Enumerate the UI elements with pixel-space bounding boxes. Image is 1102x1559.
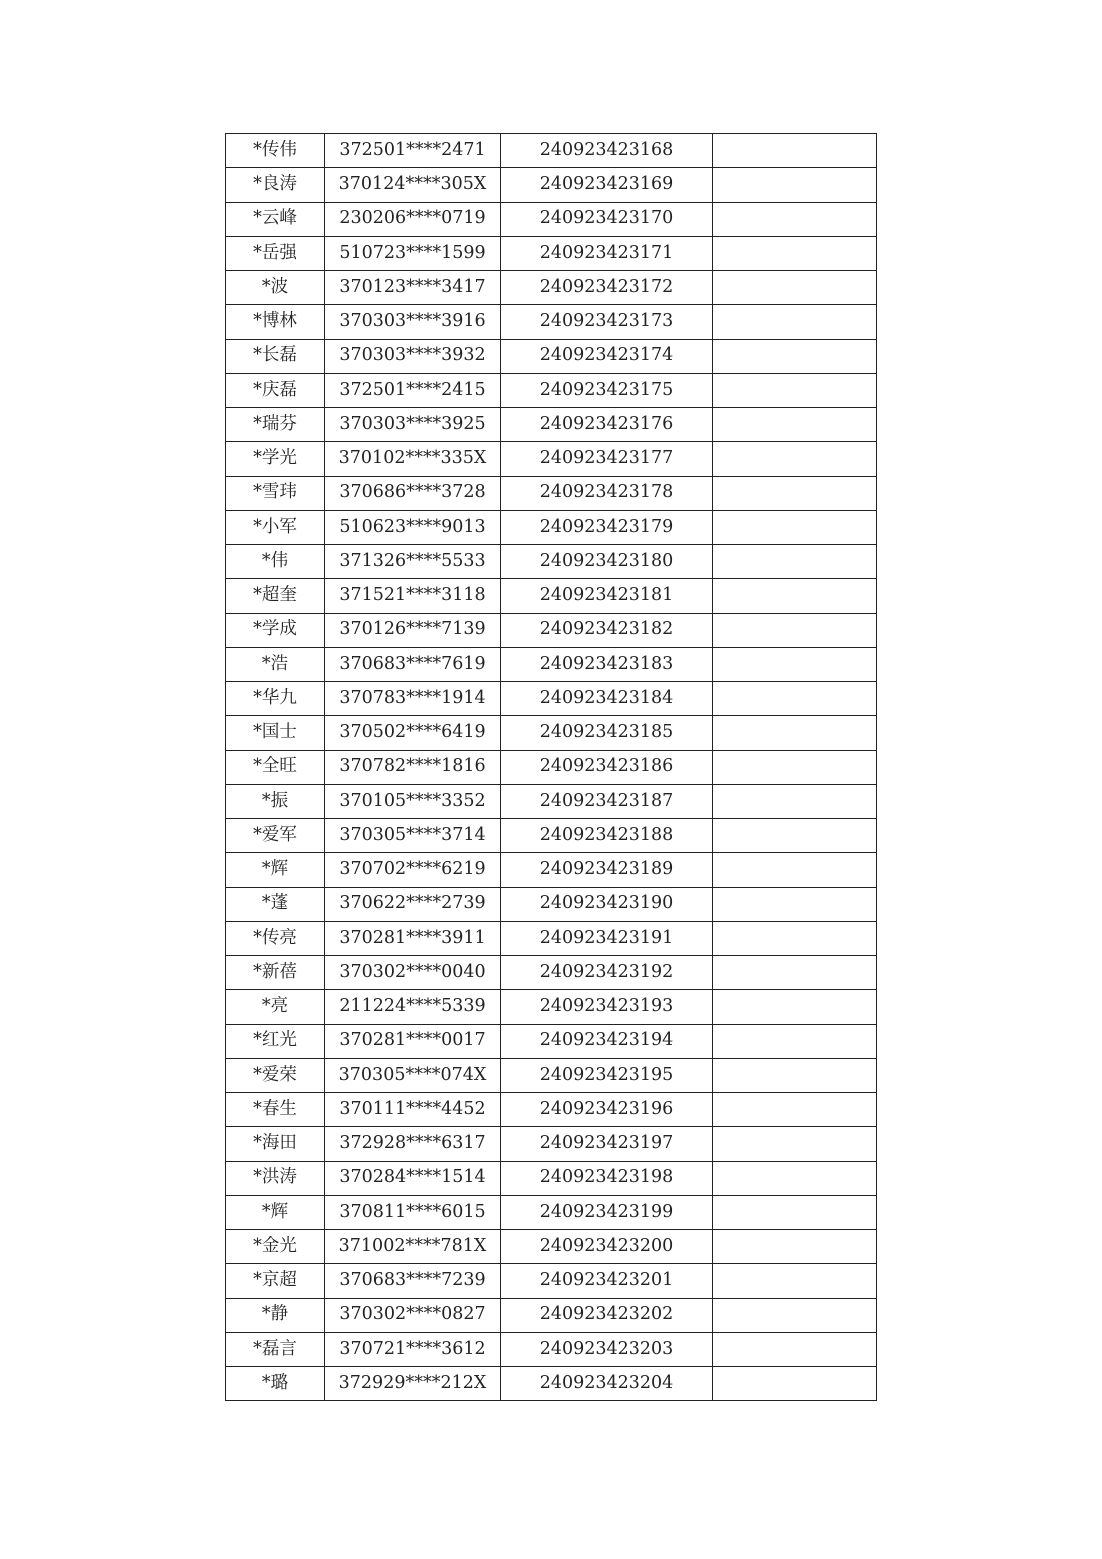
note-cell [713, 1332, 877, 1366]
table-row [226, 339, 877, 373]
note-cell [713, 1230, 877, 1264]
id-number-cell: 370721****3612 [325, 1332, 501, 1366]
name-cell: *全旺 [226, 750, 325, 784]
note-cell [713, 1298, 877, 1332]
note-cell [713, 1161, 877, 1195]
table-row [226, 1332, 877, 1366]
note-cell [713, 202, 877, 236]
exam-number-cell: 240923423190 [501, 887, 713, 921]
note-cell [713, 682, 877, 716]
name-cell: *学光 [226, 442, 325, 476]
name-cell: *雪玮 [226, 476, 325, 510]
records-table [225, 133, 877, 1401]
table-row [226, 1127, 877, 1161]
table-row [226, 784, 877, 818]
id-number-cell: 211224****5339 [325, 990, 501, 1024]
id-number-cell: 370702****6219 [325, 853, 501, 887]
note-cell [713, 236, 877, 270]
note-cell [713, 853, 877, 887]
name-cell: *浩 [226, 647, 325, 681]
table-row [226, 510, 877, 544]
id-number-cell: 370303****3916 [325, 305, 501, 339]
table-row [226, 373, 877, 407]
id-number-cell: 371002****781X [325, 1230, 501, 1264]
exam-number-cell: 240923423187 [501, 784, 713, 818]
name-cell: *国士 [226, 716, 325, 750]
id-number-cell: 370303****3932 [325, 339, 501, 373]
name-cell: *蓬 [226, 887, 325, 921]
exam-number-cell: 240923423191 [501, 921, 713, 955]
id-number-cell: 370782****1816 [325, 750, 501, 784]
note-cell [713, 134, 877, 168]
name-cell: *爱荣 [226, 1058, 325, 1092]
name-cell: *超奎 [226, 579, 325, 613]
table-row [226, 168, 877, 202]
table-row [226, 1230, 877, 1264]
note-cell [713, 647, 877, 681]
note-cell [713, 373, 877, 407]
exam-number-cell: 240923423202 [501, 1298, 713, 1332]
id-number-cell: 371326****5533 [325, 545, 501, 579]
exam-number-cell: 240923423182 [501, 613, 713, 647]
name-cell: *辉 [226, 853, 325, 887]
id-number-cell: 230206****0719 [325, 202, 501, 236]
exam-number-cell: 240923423186 [501, 750, 713, 784]
table-row [226, 545, 877, 579]
table-row [226, 1367, 877, 1401]
name-cell: *博林 [226, 305, 325, 339]
exam-number-cell: 240923423189 [501, 853, 713, 887]
exam-number-cell: 240923423194 [501, 1024, 713, 1058]
name-cell: *庆磊 [226, 373, 325, 407]
exam-number-cell: 240923423183 [501, 647, 713, 681]
exam-number-cell: 240923423173 [501, 305, 713, 339]
exam-number-cell: 240923423200 [501, 1230, 713, 1264]
name-cell: *良涛 [226, 168, 325, 202]
note-cell [713, 339, 877, 373]
exam-number-cell: 240923423171 [501, 236, 713, 270]
id-number-cell: 370622****2739 [325, 887, 501, 921]
id-number-cell: 372501****2471 [325, 134, 501, 168]
name-cell: *洪涛 [226, 1161, 325, 1195]
id-number-cell: 370102****335X [325, 442, 501, 476]
note-cell [713, 1367, 877, 1401]
exam-number-cell: 240923423168 [501, 134, 713, 168]
note-cell [713, 990, 877, 1024]
id-number-cell: 370105****3352 [325, 784, 501, 818]
id-number-cell: 370302****0827 [325, 1298, 501, 1332]
id-number-cell: 370686****3728 [325, 476, 501, 510]
table-row [226, 750, 877, 784]
name-cell: *振 [226, 784, 325, 818]
id-number-cell: 371521****3118 [325, 579, 501, 613]
id-number-cell: 372928****6317 [325, 1127, 501, 1161]
note-cell [713, 887, 877, 921]
table-row [226, 1024, 877, 1058]
note-cell [713, 1058, 877, 1092]
name-cell: *波 [226, 271, 325, 305]
id-number-cell: 370305****3714 [325, 819, 501, 853]
exam-number-cell: 240923423201 [501, 1264, 713, 1298]
name-cell: *瑞芬 [226, 408, 325, 442]
name-cell: *亮 [226, 990, 325, 1024]
note-cell [713, 956, 877, 990]
table-row [226, 271, 877, 305]
name-cell: *璐 [226, 1367, 325, 1401]
exam-number-cell: 240923423175 [501, 373, 713, 407]
table-row [226, 716, 877, 750]
exam-number-cell: 240923423169 [501, 168, 713, 202]
note-cell [713, 1127, 877, 1161]
exam-number-cell: 240923423196 [501, 1093, 713, 1127]
table-row [226, 408, 877, 442]
name-cell: *磊言 [226, 1332, 325, 1366]
note-cell [713, 819, 877, 853]
table-row [226, 613, 877, 647]
id-number-cell: 372501****2415 [325, 373, 501, 407]
note-cell [713, 921, 877, 955]
exam-number-cell: 240923423178 [501, 476, 713, 510]
id-number-cell: 370302****0040 [325, 956, 501, 990]
note-cell [713, 750, 877, 784]
table-row [226, 990, 877, 1024]
note-cell [713, 510, 877, 544]
id-number-cell: 370683****7619 [325, 647, 501, 681]
table-row [226, 579, 877, 613]
name-cell: *京超 [226, 1264, 325, 1298]
name-cell: *云峰 [226, 202, 325, 236]
exam-number-cell: 240923423195 [501, 1058, 713, 1092]
exam-number-cell: 240923423203 [501, 1332, 713, 1366]
exam-number-cell: 240923423176 [501, 408, 713, 442]
table-row [226, 1093, 877, 1127]
name-cell: *爱军 [226, 819, 325, 853]
table-row [226, 1058, 877, 1092]
id-number-cell: 370281****3911 [325, 921, 501, 955]
id-number-cell: 370783****1914 [325, 682, 501, 716]
note-cell [713, 168, 877, 202]
table-row [226, 956, 877, 990]
exam-number-cell: 240923423177 [501, 442, 713, 476]
table-row [226, 647, 877, 681]
exam-number-cell: 240923423180 [501, 545, 713, 579]
name-cell: *岳强 [226, 236, 325, 270]
name-cell: *长磊 [226, 339, 325, 373]
id-number-cell: 370502****6419 [325, 716, 501, 750]
id-number-cell: 370303****3925 [325, 408, 501, 442]
table-row [226, 202, 877, 236]
exam-number-cell: 240923423192 [501, 956, 713, 990]
exam-number-cell: 240923423170 [501, 202, 713, 236]
note-cell [713, 1195, 877, 1229]
exam-number-cell: 240923423181 [501, 579, 713, 613]
note-cell [713, 716, 877, 750]
table-row [226, 853, 877, 887]
note-cell [713, 784, 877, 818]
exam-number-cell: 240923423172 [501, 271, 713, 305]
name-cell: *金光 [226, 1230, 325, 1264]
id-number-cell: 370111****4452 [325, 1093, 501, 1127]
name-cell: *辉 [226, 1195, 325, 1229]
exam-number-cell: 240923423188 [501, 819, 713, 853]
id-number-cell: 370284****1514 [325, 1161, 501, 1195]
name-cell: *传亮 [226, 921, 325, 955]
name-cell: *伟 [226, 545, 325, 579]
id-number-cell: 370811****6015 [325, 1195, 501, 1229]
id-number-cell: 510623****9013 [325, 510, 501, 544]
table-row [226, 682, 877, 716]
note-cell [713, 613, 877, 647]
note-cell [713, 1264, 877, 1298]
id-number-cell: 370305****074X [325, 1058, 501, 1092]
table-row [226, 1161, 877, 1195]
table-row [226, 921, 877, 955]
id-number-cell: 370126****7139 [325, 613, 501, 647]
records-table-body [226, 134, 877, 1401]
note-cell [713, 476, 877, 510]
exam-number-cell: 240923423197 [501, 1127, 713, 1161]
name-cell: *小军 [226, 510, 325, 544]
id-number-cell: 370123****3417 [325, 271, 501, 305]
exam-number-cell: 240923423185 [501, 716, 713, 750]
name-cell: *静 [226, 1298, 325, 1332]
table-row [226, 819, 877, 853]
table-row [226, 1298, 877, 1332]
name-cell: *新蓓 [226, 956, 325, 990]
name-cell: *传伟 [226, 134, 325, 168]
id-number-cell: 370683****7239 [325, 1264, 501, 1298]
table-row [226, 1264, 877, 1298]
exam-number-cell: 240923423179 [501, 510, 713, 544]
note-cell [713, 408, 877, 442]
exam-number-cell: 240923423199 [501, 1195, 713, 1229]
note-cell [713, 305, 877, 339]
id-number-cell: 370281****0017 [325, 1024, 501, 1058]
exam-number-cell: 240923423198 [501, 1161, 713, 1195]
table-row [226, 1195, 877, 1229]
id-number-cell: 510723****1599 [325, 236, 501, 270]
name-cell: *海田 [226, 1127, 325, 1161]
note-cell [713, 1024, 877, 1058]
name-cell: *红光 [226, 1024, 325, 1058]
note-cell [713, 1093, 877, 1127]
note-cell [713, 271, 877, 305]
exam-number-cell: 240923423184 [501, 682, 713, 716]
exam-number-cell: 240923423204 [501, 1367, 713, 1401]
name-cell: *春生 [226, 1093, 325, 1127]
table-row [226, 887, 877, 921]
id-number-cell: 372929****212X [325, 1367, 501, 1401]
table-row [226, 476, 877, 510]
id-number-cell: 370124****305X [325, 168, 501, 202]
name-cell: *学成 [226, 613, 325, 647]
note-cell [713, 579, 877, 613]
name-cell: *华九 [226, 682, 325, 716]
exam-number-cell: 240923423174 [501, 339, 713, 373]
table-row [226, 442, 877, 476]
table-row [226, 134, 877, 168]
table-row [226, 236, 877, 270]
note-cell [713, 545, 877, 579]
table-row [226, 305, 877, 339]
note-cell [713, 442, 877, 476]
exam-number-cell: 240923423193 [501, 990, 713, 1024]
